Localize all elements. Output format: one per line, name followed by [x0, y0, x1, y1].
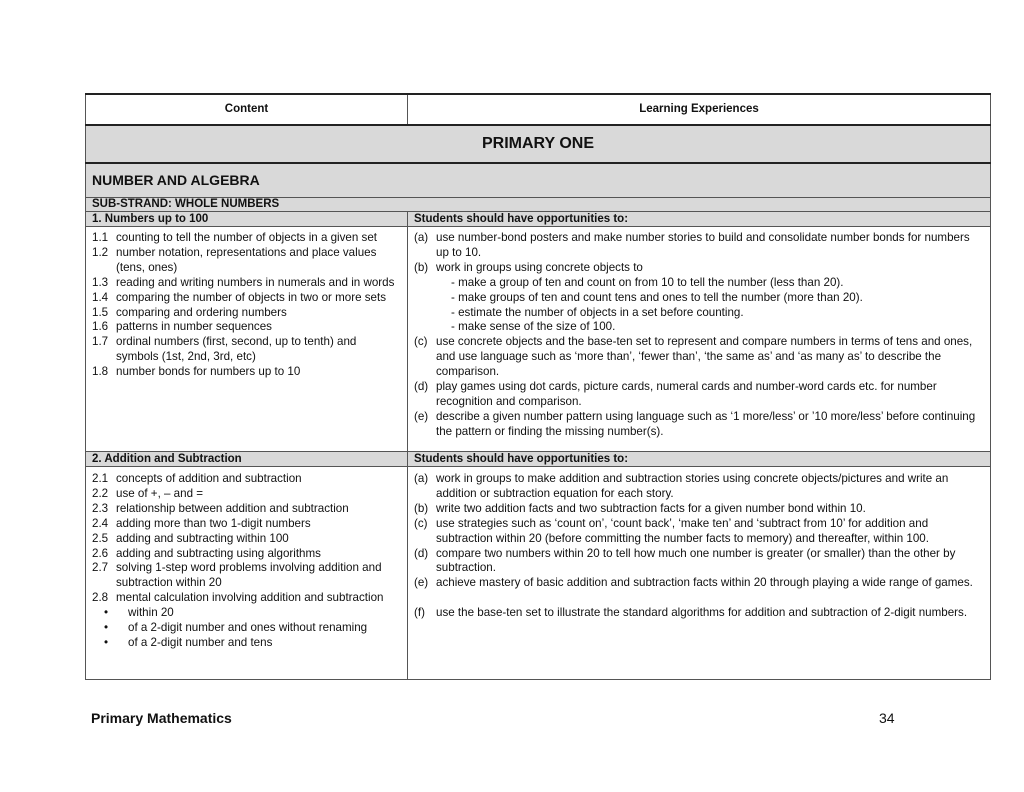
experience-text: use the base-ten set to illustrate the standard algorithms for addition and subtraction of 2-digit numbers. — [436, 606, 968, 620]
content-item — [92, 517, 401, 532]
experience-item — [414, 517, 984, 547]
experience-item — [414, 576, 984, 591]
bullet-text: within 20 — [128, 606, 174, 620]
content-item — [92, 306, 401, 321]
content-item-number: 2.7 — [92, 561, 109, 575]
content-item — [92, 231, 401, 246]
strand-row — [86, 163, 991, 198]
content-row — [86, 227, 991, 452]
topic-title: 1. Numbers up to 100 — [86, 212, 408, 227]
experience-label: (f) — [414, 606, 425, 620]
content-item — [92, 532, 401, 547]
opportunities-heading: Students should have opportunities to: — [408, 212, 991, 227]
experience-label: (c) — [414, 516, 428, 530]
topic-title: 2. Addition and Subtraction — [86, 452, 408, 467]
level-row — [86, 125, 991, 163]
content-item — [92, 291, 401, 306]
content-item-text: patterns in number sequences — [116, 320, 272, 334]
topic-row — [86, 212, 991, 227]
content-item-text: concepts of addition and subtraction — [116, 472, 302, 485]
experience-text: describe a given number pattern using language such as ‘1 more/less’ or ’10 more/less’ before continuing the pattern or finding the missing number(s). — [436, 409, 976, 438]
content-item-number: 2.5 — [92, 531, 109, 545]
experience-label: (a) — [414, 231, 429, 244]
bullet-text: of a 2-digit number and tens — [128, 635, 273, 649]
content-item-number: 1.4 — [92, 290, 109, 304]
experience-item — [414, 606, 984, 621]
content-item-text: use of +, – and = — [116, 486, 204, 500]
content-item — [92, 365, 401, 380]
experience-subitem: - make sense of the size of 100. — [451, 320, 616, 334]
content-item — [92, 547, 401, 562]
content-item-text: mental calculation involving addition and subtraction — [116, 591, 384, 605]
learning-experiences-column-header: Learning Experiences — [408, 94, 991, 125]
content-item-text: counting to tell the number of objects in a given set — [116, 231, 378, 244]
experience-label: (b) — [414, 501, 429, 515]
experience-label: (c) — [414, 335, 428, 349]
experience-item — [414, 335, 984, 380]
content-item — [92, 320, 401, 335]
content-item-number: 2.8 — [92, 591, 109, 605]
experience-subitem: - make a group of ten and count on from 10 to tell the number (less than 20). — [451, 275, 844, 289]
opportunities-heading: Students should have opportunities to: — [408, 452, 991, 467]
content-item-text: ordinal numbers (first, second, up to tenth) and symbols (1st, 2nd, 3rd, etc) — [116, 335, 357, 364]
content-item-number: 2.4 — [92, 516, 109, 530]
content-item-text: solving 1-step word problems involving addition and subtraction within 20 — [116, 561, 382, 590]
experience-item — [414, 261, 984, 276]
experience-text: compare two numbers within 20 to tell how much one number is greater (or smaller) than the other by subtraction. — [436, 546, 956, 575]
experience-item — [414, 547, 984, 577]
learning-experiences-cell — [408, 467, 991, 680]
content-item-text: comparing the number of objects in two or more sets — [116, 290, 387, 304]
content-item-text: adding and subtracting using algorithms — [116, 546, 321, 560]
content-item-number: 2.1 — [92, 472, 109, 485]
level-title: PRIMARY ONE — [86, 125, 991, 163]
bullet-text: of a 2-digit number and ones without renaming — [128, 621, 368, 635]
content-item-number: 1.8 — [92, 365, 109, 379]
experience-item — [414, 502, 984, 517]
content-item-number: 2.2 — [92, 486, 109, 500]
content-cell — [86, 227, 408, 452]
bullet-icon: • — [104, 635, 109, 649]
content-item-number: 1.5 — [92, 305, 109, 319]
spacer — [414, 591, 984, 606]
sub-strand-row — [86, 198, 991, 212]
experience-text: use concrete objects and the base-ten set to represent and compare numbers in terms of tens and ones, and use language such as ‘more than’, ‘fewer than’, ‘the same as’ and ‘as many as’ to describe the comparison. — [436, 335, 973, 379]
content-cell — [86, 467, 408, 680]
content-item-number: 1.1 — [92, 231, 109, 244]
content-item — [92, 591, 401, 606]
content-column-header: Content — [86, 94, 408, 125]
content-item-number: 2.3 — [92, 501, 109, 515]
content-item — [92, 487, 401, 502]
content-item — [92, 472, 401, 487]
experience-text: play games using dot cards, picture cards, numeral cards and number-word cards etc. for number recognition and comparison. — [436, 380, 937, 408]
content-item-number: 1.6 — [92, 320, 109, 334]
syllabus-table — [85, 93, 991, 680]
content-item — [92, 335, 401, 365]
experience-item — [414, 410, 984, 440]
bullet-icon: • — [104, 621, 109, 635]
experience-text: use strategies such as ‘count on’, ‘count back’, ‘make ten’ and ‘subtract from 10’ for addition and subtraction within 20 (before committing the number facts to memory) and thereafter, within 100. — [436, 516, 929, 545]
content-item-text: number bonds for numbers up to 10 — [116, 365, 301, 379]
experience-item — [414, 231, 984, 261]
content-item-text: relationship between addition and subtraction — [116, 501, 349, 515]
experience-label: (b) — [414, 260, 429, 274]
content-item-number: 1.7 — [92, 335, 109, 349]
content-item — [92, 246, 401, 276]
experience-item — [414, 472, 984, 502]
content-item — [92, 502, 401, 517]
experience-text: achieve mastery of basic addition and subtraction facts within 20 through playing a wide range of games. — [436, 576, 973, 590]
bullet-item — [92, 606, 401, 621]
table-header-row — [86, 94, 991, 125]
content-item — [92, 561, 401, 591]
experience-text: use number-bond posters and make number stories to build and consolidate number bonds for numbers up to 10. — [436, 231, 970, 259]
bullet-item — [92, 621, 401, 636]
content-item-number: 1.3 — [92, 275, 109, 289]
bullet-item — [92, 636, 401, 651]
experience-text: work in groups using concrete objects to — [436, 260, 643, 274]
content-item-number: 2.6 — [92, 546, 109, 560]
footer-title: Primary Mathematics — [91, 710, 232, 726]
bullet-icon: • — [104, 606, 109, 620]
experience-label: (d) — [414, 380, 429, 394]
experience-text: work in groups to make addition and subtraction stories using concrete objects/pictures and write an addition or subtraction equation for each story. — [436, 472, 949, 500]
content-item-text: number notation, representations and place values (tens, ones) — [116, 245, 377, 274]
content-item-text: adding more than two 1-digit numbers — [116, 516, 311, 530]
content-item-text: reading and writing numbers in numerals and in words — [116, 275, 395, 289]
content-item — [92, 276, 401, 291]
experience-label: (a) — [414, 472, 429, 485]
learning-experiences-cell — [408, 227, 991, 452]
sub-strand-title: SUB-STRAND: WHOLE NUMBERS — [86, 198, 991, 212]
strand-title: NUMBER AND ALGEBRA — [86, 163, 991, 198]
experience-subitem: - make groups of ten and count tens and ones to tell the number (more than 20). — [451, 290, 863, 304]
experience-label: (e) — [414, 409, 429, 423]
experience-label: (d) — [414, 546, 429, 560]
experience-subitem: - estimate the number of objects in a set before counting. — [451, 305, 744, 319]
topic-row — [86, 452, 991, 467]
experience-text: write two addition facts and two subtraction facts for a given number bond within 10. — [436, 501, 866, 515]
experience-label: (e) — [414, 576, 429, 590]
experience-item — [414, 380, 984, 410]
content-item-text: adding and subtracting within 100 — [116, 531, 289, 545]
page-number: 34 — [879, 710, 895, 726]
content-row — [86, 467, 991, 680]
content-item-number: 1.2 — [92, 245, 109, 259]
content-item-text: comparing and ordering numbers — [116, 305, 287, 319]
